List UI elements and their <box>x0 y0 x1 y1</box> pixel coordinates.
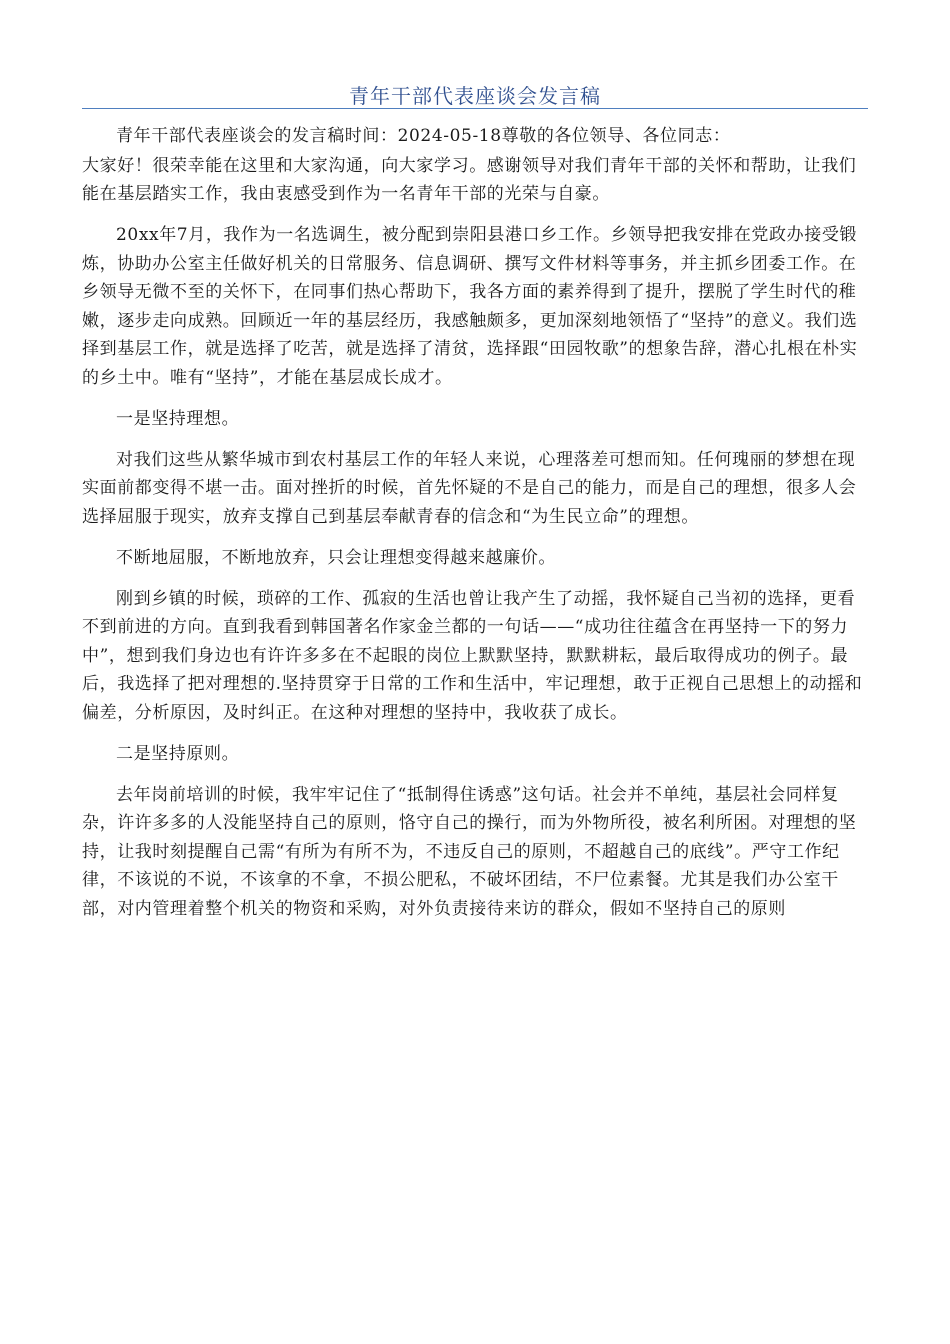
paragraph-greeting: 大家好！很荣幸能在这里和大家沟通，向大家学习。感谢领导对我们青年干部的关怀和帮助，让我们能在基层踏实工作，我由衷感受到作为一名青年干部的光荣与自豪。 <box>82 155 857 204</box>
paragraph-ideals-1: 对我们这些从繁华城市到农村基层工作的年轻人来说，心理落差可想而知。任何瑰丽的梦想在现实面前都变得不堪一击。面对挫折的时候，首先怀疑的不是自己的能力，而是自己的理想，很多人会选择屈服于现实，放弃支撑自己到基层奉献青春的信念和“为生民立命”的理想。 <box>82 449 857 527</box>
document-title: 青年干部代表座谈会发言稿 <box>349 84 601 108</box>
paragraph-background: 20xx年7月，我作为一名选调生，被分配到崇阳县港口乡工作。乡领导把我安排在党政办接受锻炼，协助办公室主任做好机关的日常服务、信息调研、撰写文件材料等事务，并主抓乡团委工作。在乡领导无微不至的关怀下，在同事们热心帮助下，我各方面的素养得到了提升，摆脱了学生时代的稚嫩，逐步走向成熟。回顾近一年的基层经历，我感触颇多，更加深刻地领悟了“坚持”的意义。我们选择到基层工作，就是选择了吃苦，就是选择了清贫，选择跟“田园牧歌”的想象告辞，潜心扎根在朴实的乡土中。唯有“坚持”，才能在基层成长成才。 <box>82 225 858 388</box>
section-heading-ideals: 一是坚持理想。 <box>116 408 240 429</box>
paragraph-principles-1: 去年岗前培训的时候，我牢牢记住了“抵制得住诱惑”这句话。社会并不单纯，基层社会同样复杂，许许多多的人没能坚持自己的原则，恪守自己的操行，而为外物所役，被名利所困。对理想的坚持，让我时刻提醒自己需“有所为有所不为，不违反自己的原则，不超越自己的底线”。严守工作纪律，不该说的不说，不该拿的不拿，不损公肥私，不破坏团结，不尸位素餐。尤其是我们办公室干部，对内管理着整个机关的物资和采购，对外负责接待来访的群众，假如不坚持自己的原则 <box>82 784 857 919</box>
title-underline <box>82 108 868 109</box>
paragraph-ideals-2: 不断地屈服，不断地放弃，只会让理想变得越来越廉价。 <box>116 547 556 568</box>
paragraph-opening: 青年干部代表座谈会的发言稿时间：2024-05-18尊敬的各位领导、各位同志： <box>116 126 731 146</box>
section-heading-principles: 二是坚持原则。 <box>116 743 240 764</box>
document-body <box>82 122 868 936</box>
paragraph-ideals-3: 刚到乡镇的时候，琐碎的工作、孤寂的生活也曾让我产生了动摇，我怀疑自己当初的选择，更看不到前进的方向。直到我看到韩国著名作家金兰都的一句话——“成功往往蕴含在再坚持一下的努力中”，想到我们身边也有许许多多在不起眼的岗位上默默坚持，默默耕耘，最后取得成功的例子。最后，我选择了把对理想的.坚持贯穿于日常的工作和生活中，牢记理想，敢于正视自己思想上的动摇和偏差，分析原因，及时纠正。在这种对理想的坚持中，我收获了成长。 <box>82 588 863 723</box>
